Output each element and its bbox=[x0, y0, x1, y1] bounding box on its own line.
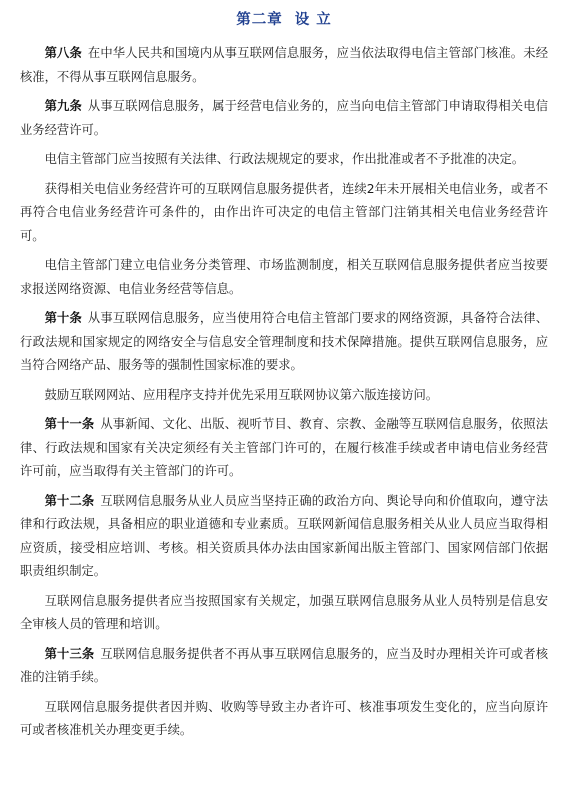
article-number: 第八条 bbox=[44, 46, 82, 60]
paragraph bbox=[20, 590, 548, 637]
paragraph bbox=[20, 384, 548, 408]
chapter-heading bbox=[20, 8, 548, 32]
paragraph-text: 从事互联网信息服务，应当使用符合电信主管部门要求的网络资源，具备符合法律、行政法规和国家规定的网络安全与信息安全管理制度和技术保障措施。提供互联网信息服务，应当符合网络产品、服务等的强制性国家标准的要求。 bbox=[20, 311, 548, 372]
paragraph-text: 互联网信息服务提供者因并购、收购等导致主办者许可、核准事项发生变化的，应当向原许可或者核准机关办理变更手续。 bbox=[20, 699, 548, 737]
article-number: 第九条 bbox=[44, 99, 82, 113]
article-number: 第十一条 bbox=[44, 417, 95, 431]
paragraph-text: 互联网信息服务提供者不再从事互联网信息服务的，应当及时办理相关许可或者核准的注销手续。 bbox=[20, 646, 548, 684]
paragraph-text: 电信主管部门建立电信业务分类管理、市场监测制度，相关互联网信息服务提供者应当按要求报送网络资源、电信业务经营等信息。 bbox=[20, 258, 548, 296]
chapter-number: 第二章 bbox=[236, 12, 283, 28]
paragraph bbox=[20, 413, 548, 484]
paragraph-text: 鼓励互联网网站、应用程序支持并优先采用互联网协议第六版连接访问。 bbox=[44, 387, 439, 402]
paragraph-text: 电信主管部门应当按照有关法律、行政法规规定的要求，作出批准或者不予批准的决定。 bbox=[44, 152, 525, 166]
paragraph bbox=[20, 42, 548, 89]
paragraph bbox=[20, 254, 548, 301]
chapter-title: 设 立 bbox=[294, 12, 332, 28]
paragraph bbox=[20, 178, 548, 249]
paragraph bbox=[20, 696, 548, 743]
article-number: 第十条 bbox=[44, 311, 82, 325]
paragraph bbox=[20, 95, 548, 142]
paragraph bbox=[20, 307, 548, 378]
paragraph-text: 获得相关电信业务经营许可的互联网信息服务提供者，连续2年未开展相关电信业务，或者不再符合电信业务经营许可条件的，由作出许可决定的电信主管部门注销其相关电信业务经营许可。 bbox=[20, 181, 548, 243]
paragraph bbox=[20, 148, 548, 172]
article-number: 第十三条 bbox=[44, 646, 95, 661]
paragraph-text: 从事新闻、文化、出版、视听节目、教育、宗教、金融等互联网信息服务，依照法律、行政法规和国家有关决定须经有关主管部门许可的，在履行核准手续或者申请电信业务经营许可前，应当取得有关主管部门的许可。 bbox=[20, 417, 548, 478]
paragraph-text: 互联网信息服务从业人员应当坚持正确的政治方向、舆论导向和价值取向，遵守法律和行政法规，具备相应的职业道德和专业素质。互联网新闻信息服务相关从业人员应当取得相应资质，接受相应培训、考核。相关资质具体办法由国家新闻出版主管部门、国家网信部门依据职责组织制定。 bbox=[20, 493, 548, 578]
article-body bbox=[20, 42, 548, 743]
article-number: 第十二条 bbox=[44, 493, 95, 508]
paragraph-text: 在中华人民共和国境内从事互联网信息服务，应当依法取得电信主管部门核准。未经核准，不得从事互联网信息服务。 bbox=[20, 46, 548, 84]
paragraph bbox=[20, 490, 548, 584]
paragraph-text: 互联网信息服务提供者应当按照国家有关规定，加强互联网信息服务从业人员特别是信息安全审核人员的管理和培训。 bbox=[20, 593, 548, 631]
paragraph bbox=[20, 643, 548, 690]
paragraph-text: 从事互联网信息服务，属于经营电信业务的，应当向电信主管部门申请取得相关电信业务经营许可。 bbox=[20, 99, 548, 137]
